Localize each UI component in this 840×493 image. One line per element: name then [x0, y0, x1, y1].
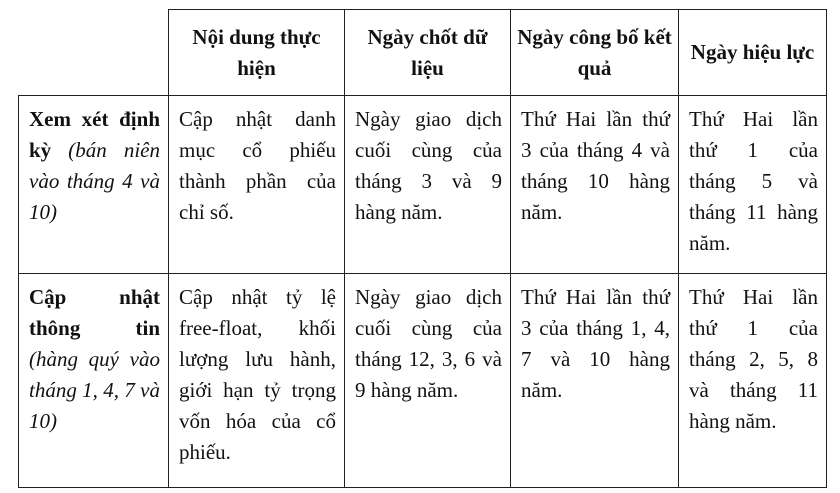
table-header-row	[19, 10, 827, 96]
cell-data-cutoff: Ngày giao dịch cuối cùng của tháng 3 và 9 hàng năm.	[345, 96, 511, 274]
cell-announcement: Thứ Hai lần thứ 3 của tháng 4 và tháng 10 hàng năm.	[511, 96, 679, 274]
header-effective-date: Ngày hiệu lực	[679, 10, 827, 96]
row-label-info-update	[19, 274, 169, 488]
header-content: Nội dung thực hiện	[169, 10, 345, 96]
row-label-note: (hàng quý vào tháng 1, 4, 7 và 10)	[29, 347, 160, 433]
cell-announcement: Thứ Hai lần thứ 3 của tháng 1, 4, 7 và 10 hàng năm.	[511, 274, 679, 488]
table-row	[19, 274, 827, 488]
cell-content: Cập nhật tỷ lệ free-float, khối lượng lưu hành, giới hạn tỷ trọng vốn hóa của cổ phiếu.	[169, 274, 345, 488]
index-review-schedule-table	[18, 9, 827, 488]
header-corner-cell	[19, 10, 169, 96]
table-row	[19, 96, 827, 274]
cell-data-cutoff: Ngày giao dịch cuối cùng của tháng 12, 3, 6 và 9 hàng năm.	[345, 274, 511, 488]
cell-content: Cập nhật danh mục cổ phiếu thành phần của chỉ số.	[169, 96, 345, 274]
cell-effective: Thứ Hai lần thứ 1 của tháng 2, 5, 8 và tháng 11 hàng năm.	[679, 274, 827, 488]
header-data-cutoff-date: Ngày chốt dữ liệu	[345, 10, 511, 96]
row-label-periodic-review	[19, 96, 169, 274]
row-label-title: Cập nhật thông tin	[29, 285, 160, 340]
cell-effective: Thứ Hai lần thứ 1 của tháng 5 và tháng 11 hàng năm.	[679, 96, 827, 274]
row-label-title: Xem xét định kỳ	[29, 107, 160, 162]
header-announcement-date: Ngày công bố kết quả	[511, 10, 679, 96]
row-label-note: (bán niên vào tháng 4 và 10)	[29, 138, 160, 224]
